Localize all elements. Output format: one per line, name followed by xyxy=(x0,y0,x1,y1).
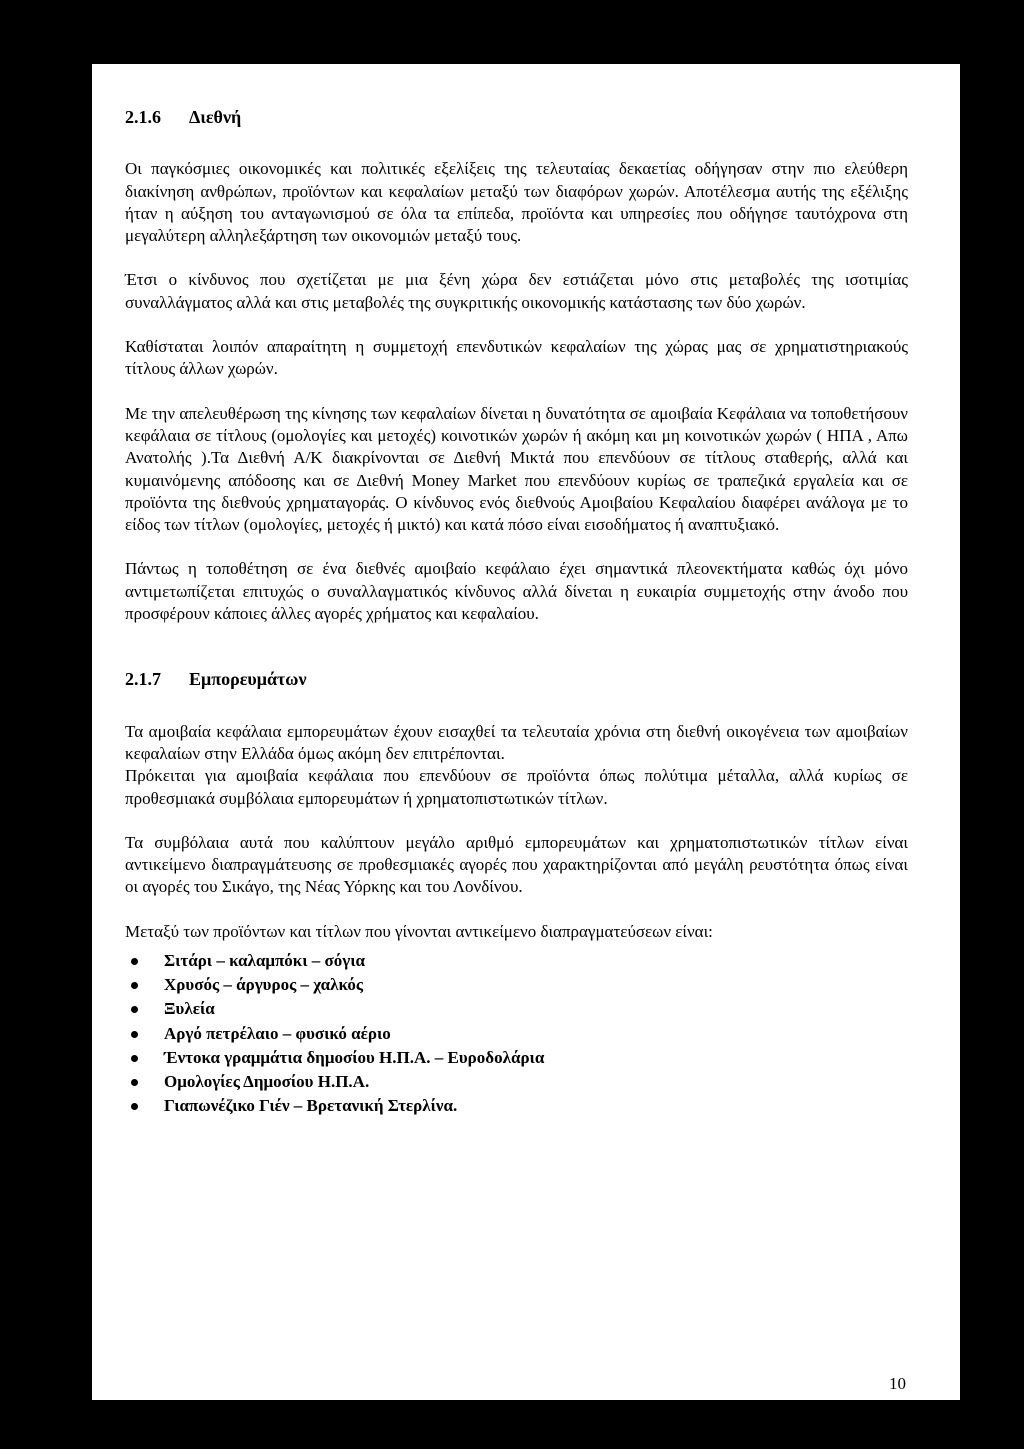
commodity-list xyxy=(125,949,908,1118)
list-intro: Μεταξύ των προϊόντων και τίτλων που γίνονται αντικείμενο διαπραγματεύσεων είναι: xyxy=(125,921,713,941)
section-heading-2-1-7 xyxy=(125,668,908,690)
section-number: 2.1.6 xyxy=(125,107,161,127)
document-page xyxy=(92,64,960,1400)
list-item xyxy=(125,1070,908,1094)
section-gap xyxy=(125,625,908,668)
list-item xyxy=(125,997,908,1021)
list-item-label: Έντοκα γραμμάτια δημοσίου Η.Π.Α. – Ευροδολάρια xyxy=(164,1047,545,1067)
list-item-label: Ομολογίες Δημοσίου Η.Π.Α. xyxy=(164,1072,370,1092)
list-item xyxy=(125,1022,908,1046)
bullet-icon xyxy=(131,1103,138,1110)
bullet-icon xyxy=(131,1031,138,1038)
document-content xyxy=(125,106,908,1118)
paragraph: Πρόκειται για αμοιβαία κεφάλαια που επενδύουν σε προϊόντα όπως πολύτιμα μέταλλα, αλλά κυρίως σε προθεσμιακά συμβόλαια εμπορευμάτων ή χρηματοπιστωτικών τίτλων. xyxy=(125,766,908,808)
bullet-icon xyxy=(131,1006,138,1013)
page-number: 10 xyxy=(889,1374,906,1393)
list-item xyxy=(125,1094,908,1118)
list-item-label: Σιτάρι – καλαμπόκι – σόγια xyxy=(164,951,365,971)
list-item xyxy=(125,949,908,973)
section-number: 2.1.7 xyxy=(125,669,161,690)
paragraph: Καθίσταται λοιπόν απαραίτητη η συμμετοχή επενδυτικών κεφαλαίων της χώρας μας σε χρηματιστηριακούς τίτλους άλλων χωρών. xyxy=(125,337,908,379)
bullet-icon xyxy=(131,1055,138,1062)
paragraph: Έτσι ο κίνδυνος που σχετίζεται με μια ξένη χώρα δεν εστιάζεται μόνο στις μεταβολές της ισοτιμίας συναλλάγματος αλλά και στις μεταβολές της συγκριτικής οικονομικής κατάστασης των δύο χωρών. xyxy=(125,270,908,312)
section-heading-2-1-6 xyxy=(125,106,908,128)
section-title: Εμπορευμάτων xyxy=(189,669,307,690)
list-item-label: Χρυσός – άργυρος – χαλκός xyxy=(164,975,364,995)
list-item xyxy=(125,1046,908,1070)
section-title: Διεθνή xyxy=(189,107,242,127)
list-item xyxy=(125,973,908,997)
paragraph: Τα συμβόλαια αυτά που καλύπτουν μεγάλο αριθμό εμπορευμάτων και χρηματοπιστωτικών τίτλων είναι αντικείμενο διαπραγμάτευσης σε προθεσμιακές αγορές που χαρακτηρίζονται από μεγάλη ρευστότητα όπως είναι οι αγορές του Σικάγο, της Νέας Υόρκης και του Λονδίνου. xyxy=(125,832,908,897)
paragraph: Τα αμοιβαία κεφάλαια εμπορευμάτων έχουν εισαχθεί τα τελευταία χρόνια στη διεθνή οικογένεια των αμοιβαίων κεφαλαίων στην Ελλάδα όμως ακόμη δεν επιτρέπονται. xyxy=(125,721,908,763)
list-item-label: Γιαπωνέζικο Γιέν – Βρετανική Στερλίνα. xyxy=(164,1096,458,1116)
paragraph: Με την απελευθέρωση της κίνησης των κεφαλαίων δίνεται η δυνατότητα σε αμοιβαία Κεφάλαια να τοποθετήσουν κεφάλαια σε τίτλους (ομολογίες και μετοχές) κοινοτικών χωρών ή ακόμη και μη κοινοτικών χωρών ( ΗΠΑ , Απω Ανατολής ).Τα Διεθνή Α/Κ διακρίνονται σε Διεθνή Μικτά που επενδύουν σε τίτλους σταθερής, αλλά και κυμαινόμενης απόδοσης και σε Διεθνή Money Market που επενδύουν κυρίως σε τραπεζικά εργαλεία και σε προϊόντα της διεθνούς χρηματαγοράς. Ο κίνδυνος ενός διεθνούς Αμοιβαίου Κεφαλαίου διαφέρει ανάλογα με το είδος των τίτλων (ομολογίες, μετοχές ή μικτό) και κατά πόσο είναι εισοδήματος ή αναπτυξιακό. xyxy=(125,403,908,535)
bullet-icon xyxy=(131,958,138,965)
bullet-icon xyxy=(131,1079,138,1086)
bullet-icon xyxy=(131,982,138,989)
list-item-label: Αργό πετρέλαιο – φυσικό αέριο xyxy=(164,1023,391,1043)
list-item-label: Ξυλεία xyxy=(164,999,215,1019)
paragraph: Οι παγκόσμιες οικονομικές και πολιτικές εξελίξεις της τελευταίας δεκαετίας οδήγησαν στην πιο ελεύθερη διακίνηση ανθρώπων, προϊόντων και κεφαλαίων μεταξύ των διαφόρων χωρών. Αποτέλεσμα αυτής της εξέλιξης ήταν η αύξηση του ανταγωνισμού σε όλα τα επίπεδα, προϊόντα και υπηρεσίες που οδήγησε ταυτόχρονα στη μεγαλύτερη αλληλεξάρτηση των οικονομιών μεταξύ τους. xyxy=(125,159,908,246)
paragraph: Πάντως η τοποθέτηση σε ένα διεθνές αμοιβαίο κεφάλαιο έχει σημαντικά πλεονεκτήματα καθώς όχι μόνο αντιμετωπίζεται επιτυχώς ο συναλλαγματικός κίνδυνος αλλά δίνεται η ευκαιρία συμμετοχής στην άνοδο που προσφέρουν κάποιες άλλες αγορές χρήματος και κεφαλαίου. xyxy=(125,559,908,624)
